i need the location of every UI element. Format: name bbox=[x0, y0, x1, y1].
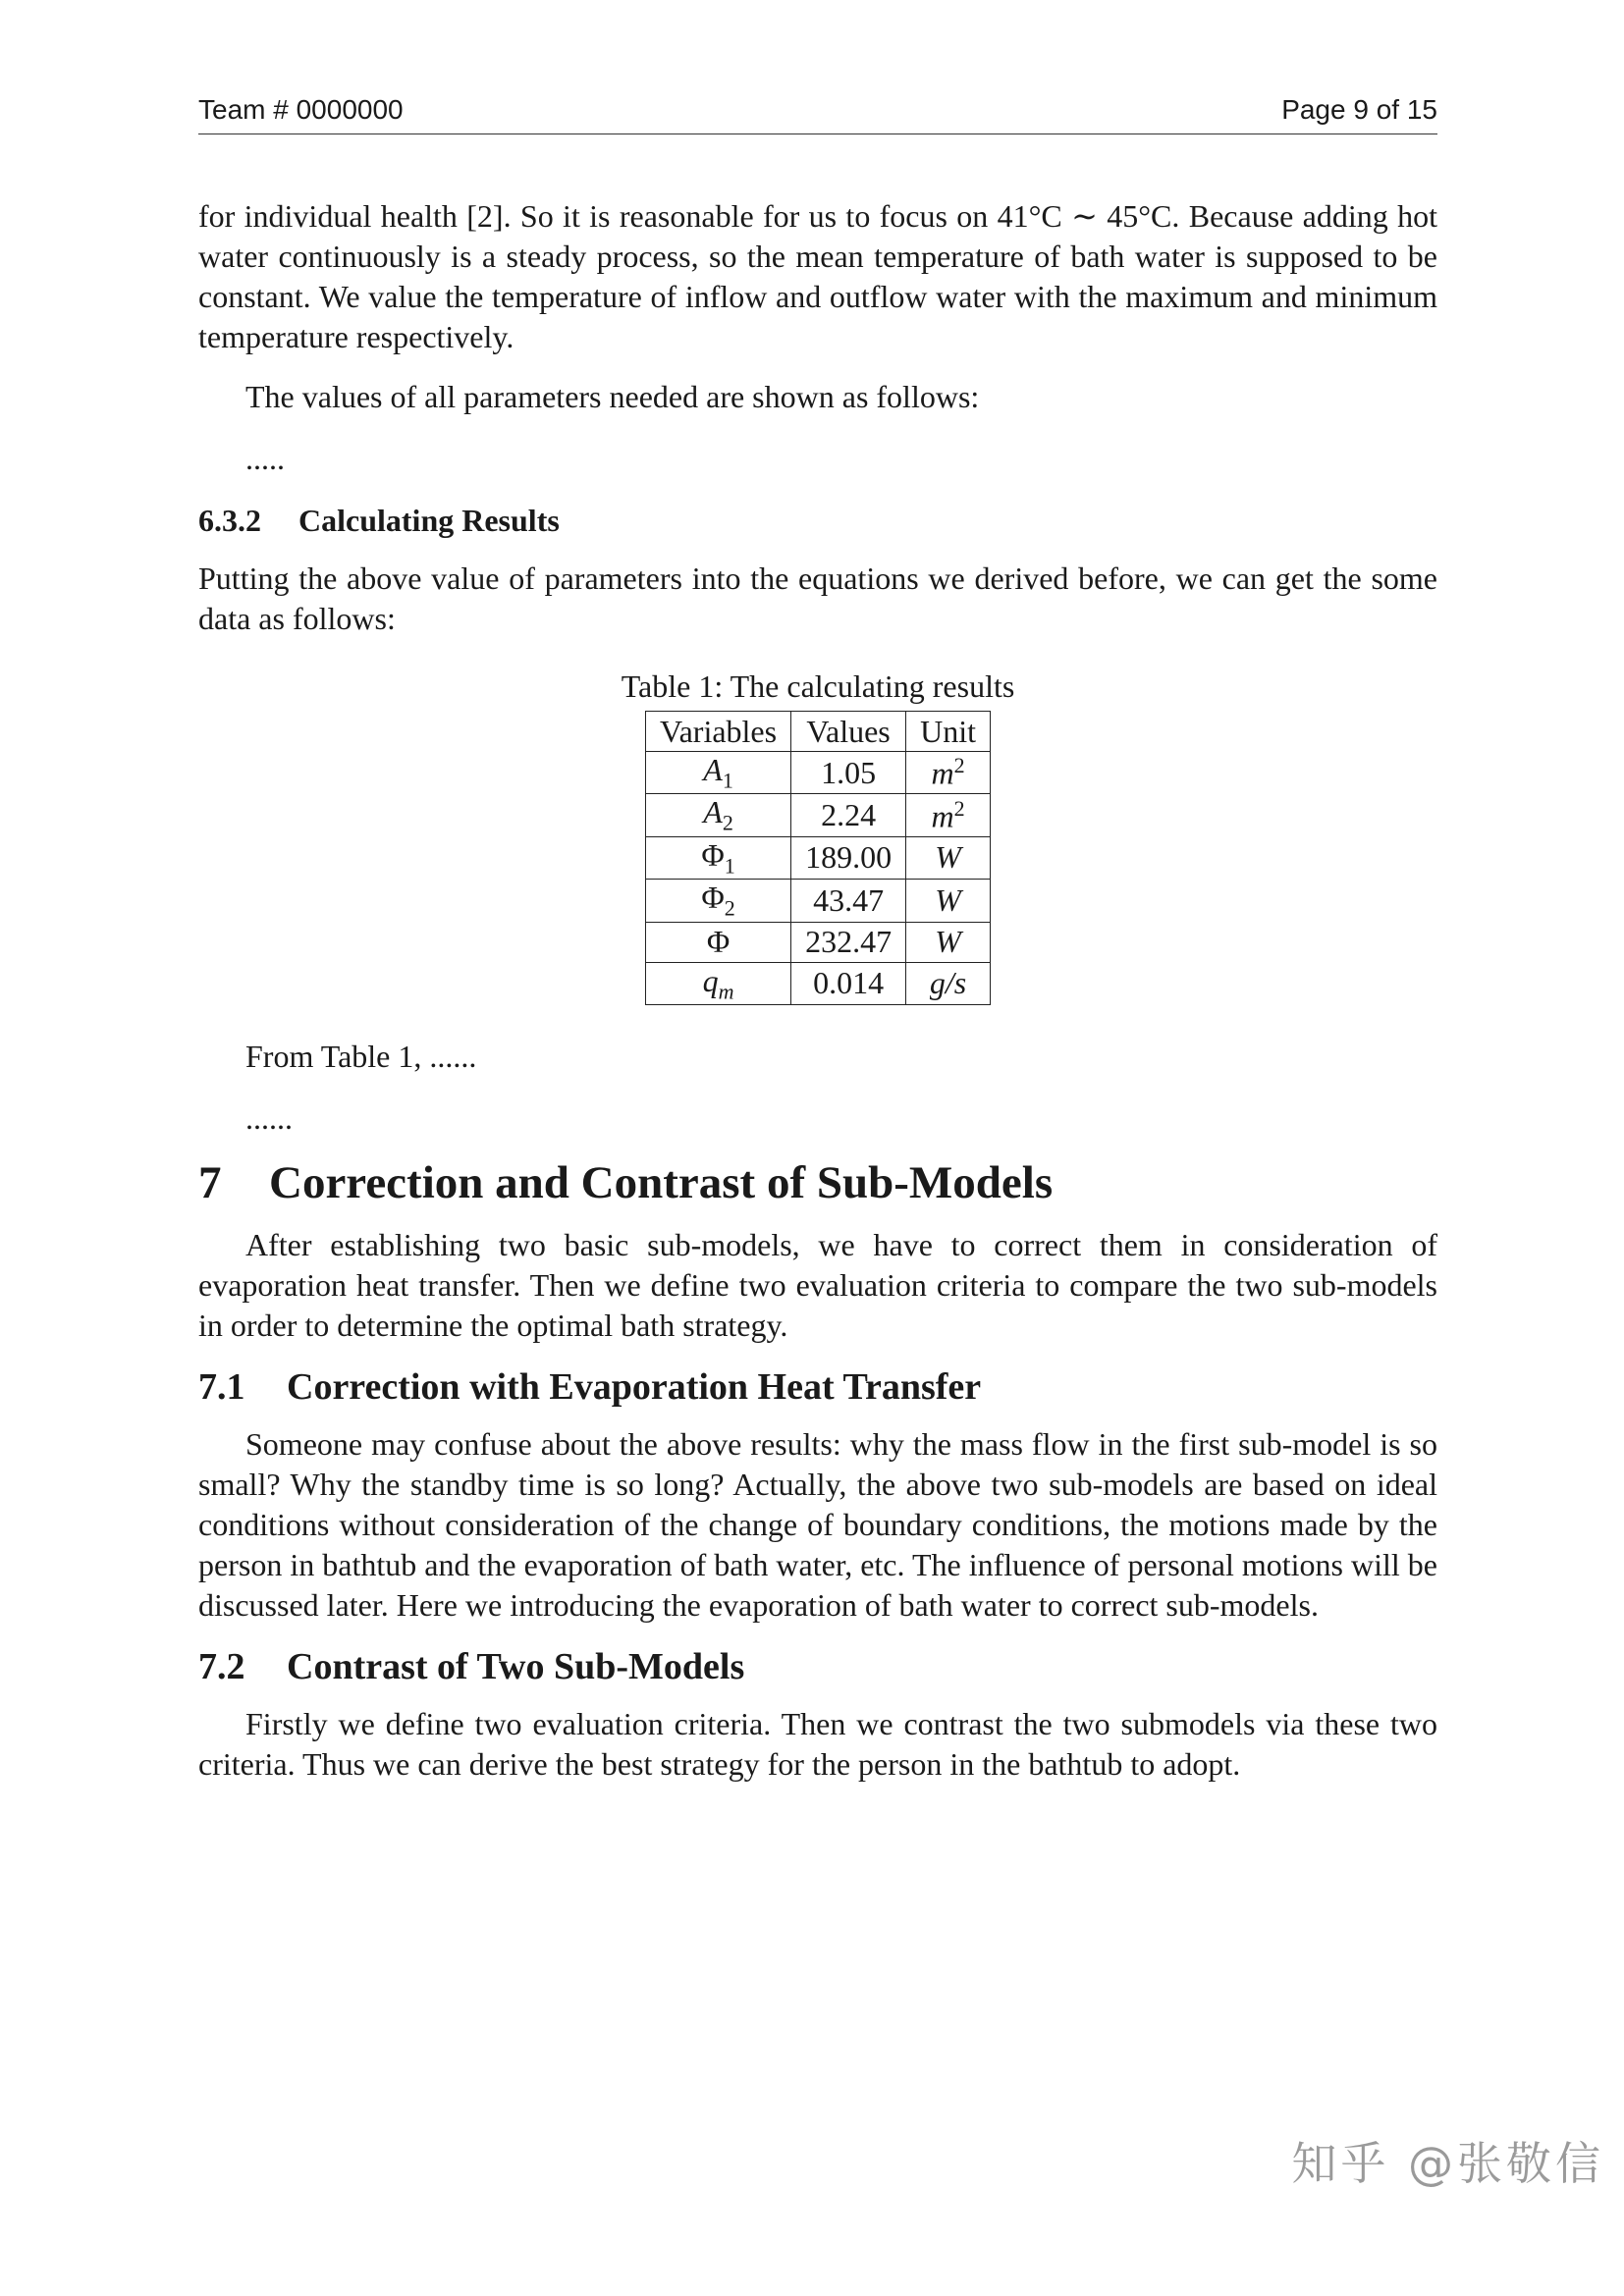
variable-subscript: 2 bbox=[724, 895, 735, 921]
unit-cell bbox=[906, 794, 991, 836]
value-cell: 189.00 bbox=[791, 836, 906, 879]
section-heading bbox=[198, 1156, 1437, 1209]
paragraph: From Table 1, ...... bbox=[245, 1038, 477, 1074]
subsection-title: Correction with Evaporation Heat Transfer bbox=[287, 1365, 982, 1408]
table-caption: Table 1: The calculating results bbox=[621, 668, 1015, 704]
unit-symbol: W bbox=[935, 839, 961, 876]
variable-symbol: A bbox=[703, 752, 723, 787]
column-header: Variables bbox=[646, 712, 791, 752]
ellipsis: ..... bbox=[245, 441, 285, 476]
subsubsection-heading bbox=[198, 503, 1437, 539]
value-cell: 232.47 bbox=[791, 922, 906, 962]
unit-cell bbox=[906, 962, 991, 1004]
paragraph: After establishing two basic sub-models, we have to correct them in consideration of evaporation heat transfer. Then we define two evaluation criteria to compare the two sub-models in order to determine the optimal bath strategy. bbox=[198, 1226, 1437, 1343]
variable-symbol: A bbox=[703, 794, 723, 830]
table-row bbox=[646, 794, 991, 836]
column-header: Unit bbox=[906, 712, 991, 752]
variable-subscript: 2 bbox=[722, 810, 733, 835]
unit-symbol: m bbox=[931, 756, 954, 792]
variable-cell bbox=[646, 962, 791, 1004]
paragraph: Someone may confuse about the above results: why the mass flow in the first sub-model is so small? Why the standby time is so long? Actually, the above two sub-models are based on ideal conditions without consideration of the change of boundary conditions, the motions made by the person in bathtub and the evaporation of bath water, etc. The influence of personal motions will be discussed later. Here we introducing the evaporation of bath water to correct sub-models. bbox=[198, 1425, 1437, 1623]
watermark: 知乎 @张敬信 bbox=[1291, 2137, 1604, 2190]
section-number: 7 bbox=[198, 1156, 222, 1208]
paragraph: The values of all parameters needed are shown as follows: bbox=[245, 379, 980, 414]
unit-cell bbox=[906, 836, 991, 879]
team-number: Team # 0000000 bbox=[198, 94, 404, 125]
results-table bbox=[645, 711, 991, 1005]
table-row bbox=[646, 836, 991, 879]
table-row bbox=[646, 962, 991, 1004]
value-cell: 2.24 bbox=[791, 794, 906, 836]
variable-symbol: Φ bbox=[701, 880, 725, 916]
variable-cell bbox=[646, 880, 791, 922]
page-content bbox=[198, 196, 1437, 1785]
paragraph: for individual health [2]. So it is reasonable for us to focus on 41°C ∼ 45°C. Because adding hot water continuously is a steady process, so the mean temperature of bath water is supposed to be constant. We value the temperature of inflow and outflow water with the maximum and minimum temperature respectively. bbox=[198, 198, 1437, 354]
unit-superscript: 2 bbox=[953, 753, 965, 778]
subsection-heading bbox=[198, 1365, 1437, 1409]
page-number: Page 9 of 15 bbox=[1281, 94, 1437, 125]
value-cell: 43.47 bbox=[791, 880, 906, 922]
page-header bbox=[198, 94, 1437, 134]
subsection-number: 7.1 bbox=[198, 1365, 245, 1408]
subsubsection-number: 6.3.2 bbox=[198, 503, 261, 538]
unit-cell bbox=[906, 752, 991, 794]
unit-symbol: W bbox=[935, 881, 961, 918]
unit-symbol: m bbox=[931, 798, 954, 834]
unit-symbol: W bbox=[935, 924, 961, 960]
unit-symbol: g/s bbox=[929, 965, 967, 1001]
variable-cell bbox=[646, 794, 791, 836]
variable-subscript: 1 bbox=[724, 853, 735, 879]
table-header-row bbox=[646, 712, 991, 752]
section-title: Correction and Contrast of Sub-Models bbox=[269, 1156, 1054, 1208]
subsubsection-title: Calculating Results bbox=[298, 503, 560, 538]
variable-cell bbox=[646, 836, 791, 879]
paragraph: Firstly we define two evaluation criteria. Then we contrast the two submodels via these two criteria. Thus we can derive the best strategy for the person in the bathtub to adopt. bbox=[198, 1705, 1437, 1782]
variable-subscript: m bbox=[718, 978, 734, 1003]
unit-superscript: 2 bbox=[953, 795, 965, 821]
subsection-heading bbox=[198, 1645, 1437, 1688]
unit-cell bbox=[906, 922, 991, 962]
variable-symbol: q bbox=[702, 962, 719, 998]
variable-symbol: Φ bbox=[706, 924, 731, 960]
value-cell: 1.05 bbox=[791, 752, 906, 794]
table-row bbox=[646, 752, 991, 794]
ellipsis: ...... bbox=[245, 1099, 293, 1136]
variable-cell bbox=[646, 752, 791, 794]
unit-cell bbox=[906, 880, 991, 922]
variable-symbol: Φ bbox=[701, 836, 725, 873]
variable-subscript: 1 bbox=[722, 768, 733, 793]
value-cell: 0.014 bbox=[791, 962, 906, 1004]
table-row bbox=[646, 922, 991, 962]
subsection-title: Contrast of Two Sub-Models bbox=[287, 1645, 745, 1687]
variable-cell bbox=[646, 922, 791, 962]
paragraph: Putting the above value of parameters into the equations we derived before, we can get the some data as follows: bbox=[198, 561, 1437, 636]
subsection-number: 7.2 bbox=[198, 1645, 245, 1687]
table-row bbox=[646, 880, 991, 922]
column-header: Values bbox=[791, 712, 906, 752]
